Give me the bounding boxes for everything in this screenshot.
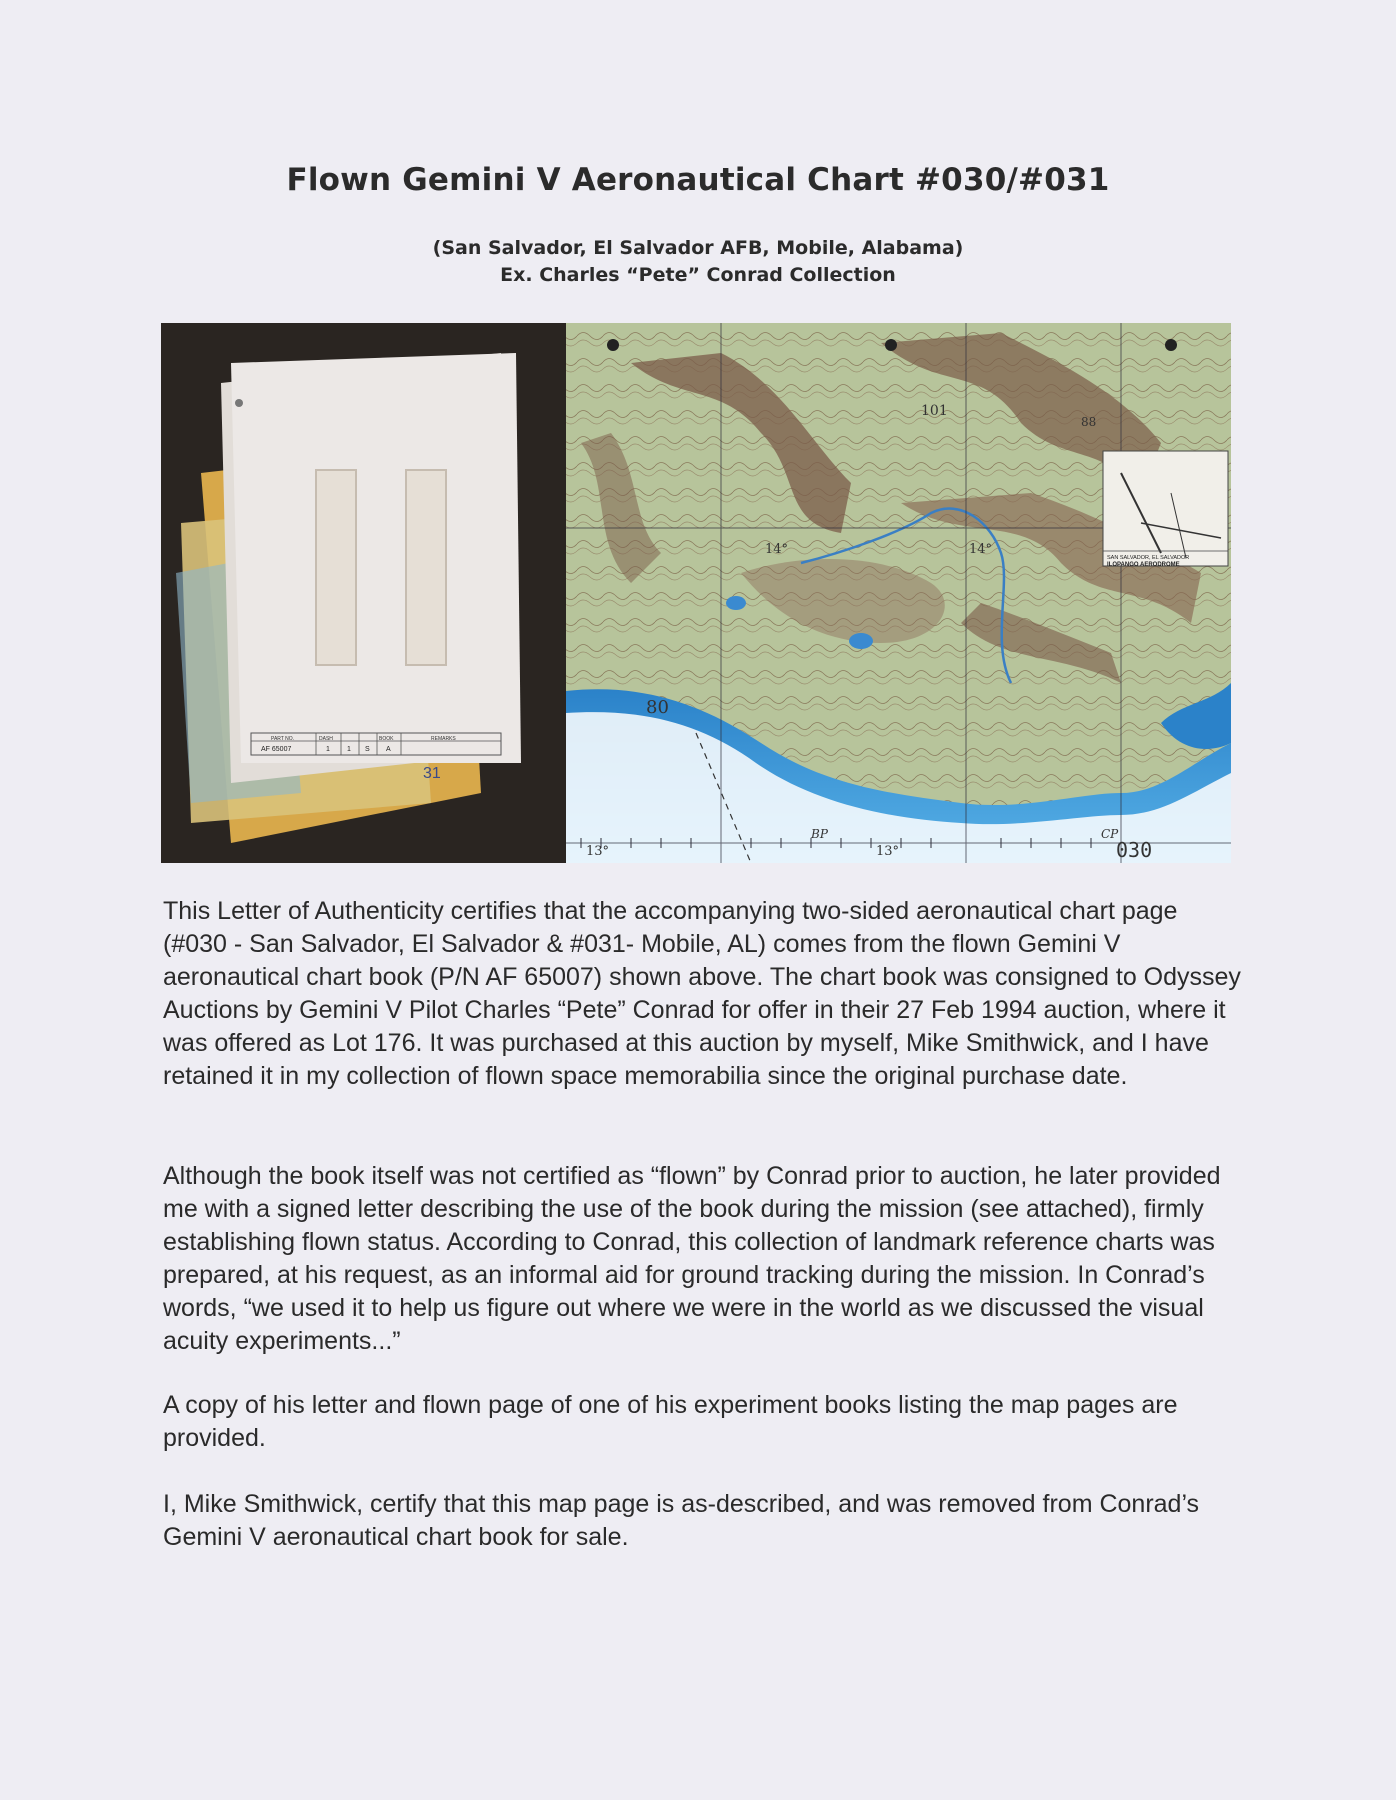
label-part-no-value: AF 65007 — [261, 746, 292, 753]
aerodrome-inset — [1103, 451, 1228, 568]
label-book: BOOK — [379, 736, 394, 742]
map-lake-ilopango — [849, 633, 873, 649]
paragraph-text: I, Mike Smithwick, certify that this map page is as-described, and was removed from Conrad’s Gemini V aeronautical chart book for sale. — [163, 1490, 1200, 1551]
cover-window-left — [316, 470, 356, 665]
map-chart-number: 030 — [1116, 838, 1153, 862]
label-value-3: S — [365, 746, 370, 753]
inset-label-city: SAN SALVADOR, EL SALVADOR — [1107, 555, 1190, 561]
paragraph-authenticity — [163, 895, 1243, 1093]
document-title: Flown Gemini V Aeronautical Chart #030/#031 — [286, 162, 1110, 198]
map-elevation-88: 88 — [1081, 415, 1097, 429]
chart-book-photo — [161, 323, 1231, 863]
binder-ring — [235, 399, 243, 407]
paragraph-text: A copy of his letter and flown page of one of his experiment books listing the map pages are provided. — [163, 1391, 1178, 1452]
document-subtitle-locations: (San Salvador, El Salvador AFB, Mobile, Alabama) — [432, 237, 964, 259]
label-value-4: A — [386, 746, 391, 753]
binder-hole-2 — [885, 339, 897, 351]
map-longitude-13-left: 13° — [586, 844, 610, 859]
map-elevation-101: 101 — [921, 403, 948, 419]
aeronautical-chart-map — [566, 323, 1231, 863]
paragraph-flown-status — [163, 1160, 1243, 1358]
book-page-number: 31 — [423, 765, 441, 782]
label-value-2: 1 — [347, 746, 351, 753]
map-latitude-14-left: 14° — [765, 542, 789, 557]
inset-label-aerodrome: ILOPANGO AERODROME — [1107, 562, 1180, 568]
paragraph-text: This Letter of Authenticity certifies that the accompanying two-sided aeronautical chart page (#030 - San Salvador, El Salvador & #031- Mobile, AL) comes from the flown Gemini V aeronautical chart book (P/N AF 65007) shown above. The chart book was consigned to Odyssey Auctions by Gemini V Pilot Charles “Pete” Conrad for offer in their 27 Feb 1994 auction, where it was offered as Lot 176. It was purchased at this auction by myself, Mike Smithwick, and I have retained it in my collection of flown space memorabilia since the original purchase date. — [163, 897, 1241, 1090]
paragraph-copy-provided — [163, 1389, 1243, 1455]
map-lake-coatepeque — [726, 596, 746, 610]
binder-hole-1 — [607, 339, 619, 351]
map-grid-cp: CP — [1101, 827, 1119, 841]
chart-book-stack — [161, 323, 566, 863]
paragraph-text: Although the book itself was not certified as “flown” by Conrad prior to auction, he later provided me with a signed letter describing the use of the book during the mission (see attached), firmly establishing flown status. According to Conrad, this collection of landmark reference charts was prepared, at his request, as an informal aid for ground tracking during the mission. In Conrad’s words, “we used it to help us figure out where we were in the world as we discussed the visual acuity experiments...” — [163, 1162, 1221, 1355]
label-dash: DASH — [319, 736, 333, 742]
map-longitude-13-right: 13° — [876, 844, 900, 859]
label-value-1: 1 — [326, 746, 330, 753]
document-subtitle-provenance: Ex. Charles “Pete” Conrad Collection — [500, 264, 896, 286]
map-grid-bp: BP — [811, 827, 828, 841]
binder-hole-3 — [1165, 339, 1177, 351]
chart-book-front-cover — [231, 353, 521, 763]
map-latitude-14-right: 14° — [969, 542, 993, 557]
label-part-no-header: PART NO. — [271, 736, 295, 742]
photo-illustration — [161, 323, 1231, 863]
map-elevation-80: 80 — [646, 697, 669, 718]
paragraph-certification — [163, 1488, 1243, 1554]
cover-window-right — [406, 470, 446, 665]
label-remarks: REMARKS — [431, 736, 456, 742]
